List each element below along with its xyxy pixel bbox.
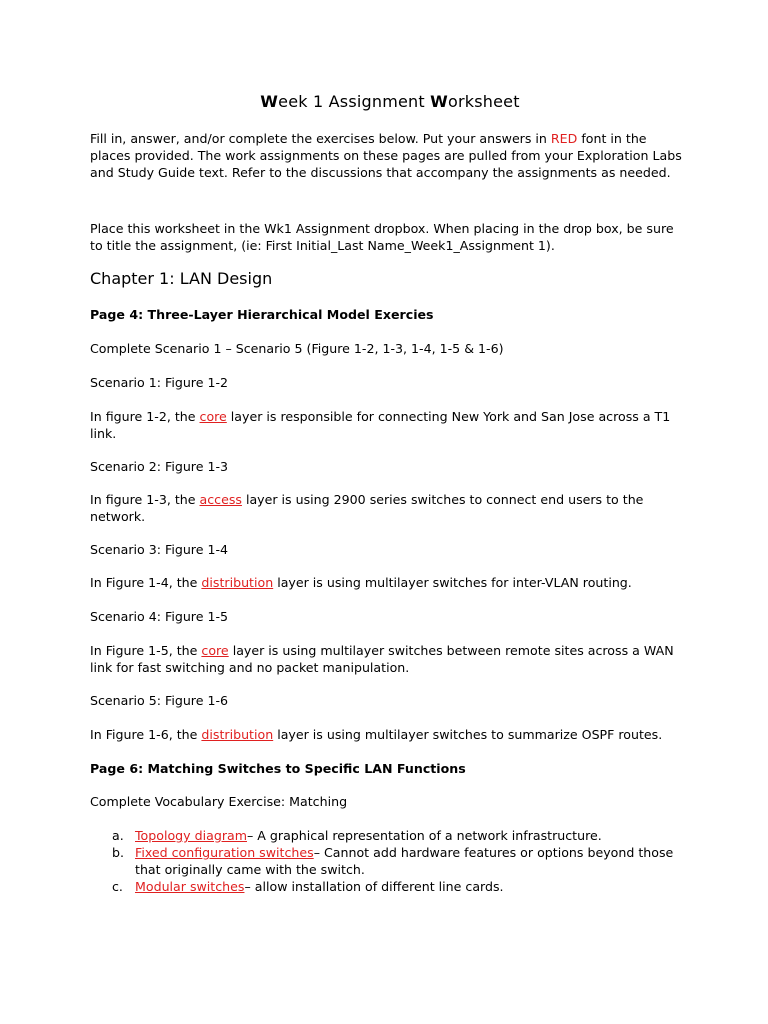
scenario-label: Scenario 4: Figure 1-5 xyxy=(90,609,229,624)
answer-text: distribution xyxy=(201,575,274,590)
list-item xyxy=(90,878,690,895)
page6-instruction: Complete Vocabulary Exercise: Matching xyxy=(90,794,348,809)
title-w2: W xyxy=(430,92,449,111)
vocabulary-list xyxy=(90,827,690,895)
sentence-post: layer is using multilayer switches to summarize OSPF routes. xyxy=(273,727,663,742)
sentence-pre: In Figure 1-6, the xyxy=(90,727,202,742)
sentence-post: layer is using 2900 series switches to connect end users to the network. xyxy=(90,492,644,524)
scenario-sentence xyxy=(90,642,690,676)
sentence-pre: In figure 1-3, the xyxy=(90,492,200,507)
answer-text: Fixed configuration switches xyxy=(135,845,314,860)
scenario-sentence xyxy=(90,574,690,591)
list-marker: b. xyxy=(112,845,124,860)
answer-text: distribution xyxy=(201,727,274,742)
title-w1: W xyxy=(260,92,279,111)
answer-text: core xyxy=(199,409,227,424)
answer-text: Modular switches xyxy=(135,879,245,894)
definition-text: – A graphical representation of a network infrastructure. xyxy=(246,828,602,843)
scenario-sentence xyxy=(90,726,690,743)
scenario-sentence xyxy=(90,491,690,525)
scenario-label: Scenario 2: Figure 1-3 xyxy=(90,459,229,474)
title-mid: eek 1 Assignment xyxy=(278,92,431,111)
sentence-pre: In Figure 1-5, the xyxy=(90,643,202,658)
red-keyword: RED xyxy=(550,131,578,146)
list-item xyxy=(90,844,690,878)
scenario-sentence xyxy=(90,408,690,442)
answer-text: core xyxy=(201,643,229,658)
sentence-post: layer is responsible for connecting New York and San Jose across a T1 link. xyxy=(90,409,671,441)
intro-paragraph xyxy=(90,130,690,181)
definition-text: – allow installation of different line cards. xyxy=(244,879,504,894)
intro-text-after: font in the places provided. The work assignments on these pages are pulled from your Exploration Labs and Study Guide text. Refer to the discussions that accompany the assignments as needed. xyxy=(90,131,682,180)
scenario-label: Scenario 5: Figure 1-6 xyxy=(90,693,229,708)
title-post: orksheet xyxy=(448,92,520,111)
sentence-pre: In Figure 1-4, the xyxy=(90,575,202,590)
intro-text-before: Fill in, answer, and/or complete the exercises below. Put your answers in xyxy=(90,131,551,146)
chapter-heading: Chapter 1: LAN Design xyxy=(90,269,273,288)
sentence-pre: In figure 1-2, the xyxy=(90,409,200,424)
answer-text: access xyxy=(199,492,242,507)
page6-heading: Page 6: Matching Switches to Specific LAN Functions xyxy=(90,761,466,776)
page4-instruction: Complete Scenario 1 – Scenario 5 (Figure 1-2, 1-3, 1-4, 1-5 & 1-6) xyxy=(90,341,504,356)
list-marker: a. xyxy=(112,828,124,843)
definition-text: – Cannot add hardware features or options beyond those that originally came with the switch. xyxy=(135,845,674,877)
submission-instructions: Place this worksheet in the Wk1 Assignment dropbox. When placing in the drop box, be sure to title the assignment, (ie: First Initial_Last Name_Week1_Assignment 1). xyxy=(90,221,674,253)
sentence-post: layer is using multilayer switches for inter-VLAN routing. xyxy=(273,575,632,590)
scenario-label: Scenario 3: Figure 1-4 xyxy=(90,542,229,557)
page4-heading: Page 4: Three-Layer Hierarchical Model Exercies xyxy=(90,307,434,322)
list-item xyxy=(90,827,690,844)
sentence-post: layer is using multilayer switches between remote sites across a WAN link for fast switching and no packet manipulation. xyxy=(90,643,674,675)
page-title xyxy=(90,93,690,110)
list-marker: c. xyxy=(112,879,123,894)
answer-text: Topology diagram xyxy=(135,828,247,843)
scenario-label: Scenario 1: Figure 1-2 xyxy=(90,375,229,390)
